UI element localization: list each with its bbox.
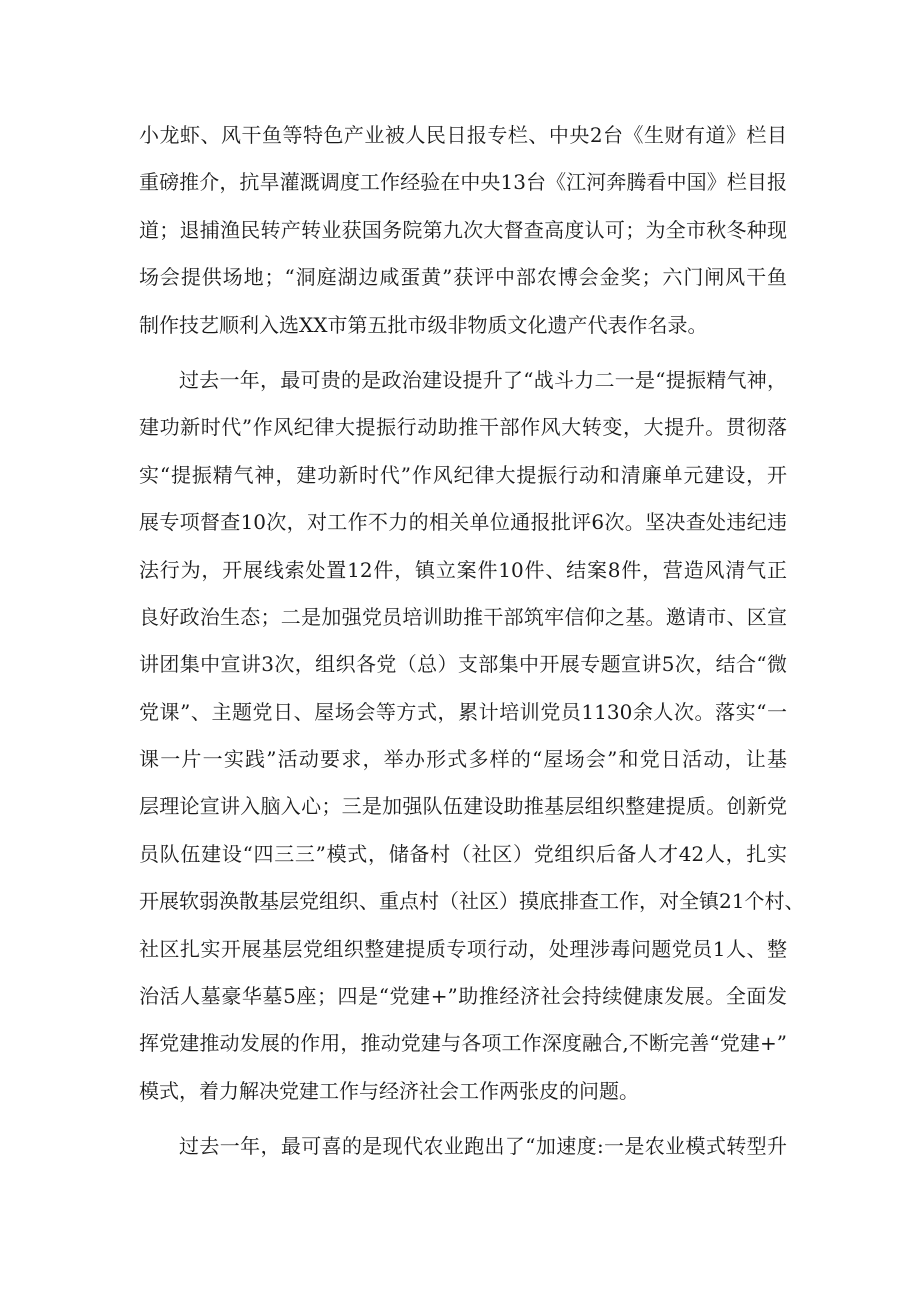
- text-line: 讲团集中宣讲3次，组织各党（总）支部集中开展专题宣讲5次，结合“微: [139, 652, 787, 677]
- paragraph-1: [139, 112, 787, 349]
- text-line: 建功新时代”作风纪律大提振行动助推干部作风大转变，大提升。贯彻落: [139, 415, 787, 440]
- text-line: 制作技艺顺利入选XX市第五批市级非物质文化遗产代表作名录。: [139, 312, 708, 337]
- text-line: 实“提振精气神，建功新时代”作风纪律大提振行动和清廉单元建设，开: [139, 462, 787, 487]
- text-line: 课一片一实践”活动要求，举办形式多样的“屋场会”和党日活动，让基: [139, 747, 787, 772]
- text-line: 法行为，开展线索处置12件，镇立案件10件、结案8件，营造风清气正: [139, 557, 787, 582]
- paragraph-2: [139, 357, 805, 1115]
- text-line: 社区扎实开展基层党组织整建提质专项行动，处理涉毒问题党员1人、整: [139, 936, 787, 961]
- text-line: 挥党建推动发展的作用，推动党建与各项工作深度融合,不断完善“党建+”: [139, 1031, 787, 1056]
- text-line: 场会提供场地；“洞庭湖边咸蛋黄”获评中部农博会金奖；六门闸风干鱼: [139, 265, 787, 290]
- text-line: 小龙虾、风干鱼等特色产业被人民日报专栏、中央2台《生财有道》栏目: [139, 123, 787, 147]
- text-line: 过去一年，最可贵的是政治建设提升了“战斗力二一是“提振精气神，: [179, 367, 787, 392]
- text-line: 良好政治生态；二是加强党员培训助推干部筑牢信仰之基。邀请市、区宣: [139, 604, 787, 629]
- text-line: 重磅推介，抗旱灌溉调度工作经验在中央13台《江河奔腾看中国》栏目报: [139, 170, 787, 195]
- text-line: 开展软弱涣散基层党组织、重点村（社区）摸底排查工作，对全镇21个村、: [139, 889, 805, 914]
- text-line: 党课”、主题党日、屋场会等方式，累计培训党员1130余人次。落实“一: [139, 699, 787, 724]
- paragraph-3: [139, 1123, 787, 1170]
- text-line: 层理论宣讲入脑入心；三是加强队伍建设助推基层组织整建提质。创新党: [139, 794, 787, 819]
- text-line: 员队伍建设“四三三”模式，储备村（社区）党组织后备人才42人，扎实: [139, 841, 787, 866]
- paragraph-gap: [139, 349, 787, 357]
- text-line: 模式，着力解决党建工作与经济社会工作两张皮的问题。: [139, 1078, 639, 1103]
- text-line: 过去一年，最可喜的是现代农业跑出了“加速度:一是农业模式转型升: [179, 1134, 787, 1159]
- document-body: [139, 112, 805, 1171]
- text-line: 展专项督查10次，对工作不力的相关单位通报批评6次。坚决查处违纪违: [139, 510, 787, 535]
- paragraph-gap: [139, 1115, 787, 1123]
- text-line: 道；退捕渔民转产转业获国务院第九次大督查高度认可；为全市秋冬种现: [139, 217, 787, 242]
- text-line: 治活人墓豪华墓5座；四是“党建+”助推经济社会持续健康发展。全面发: [139, 984, 787, 1009]
